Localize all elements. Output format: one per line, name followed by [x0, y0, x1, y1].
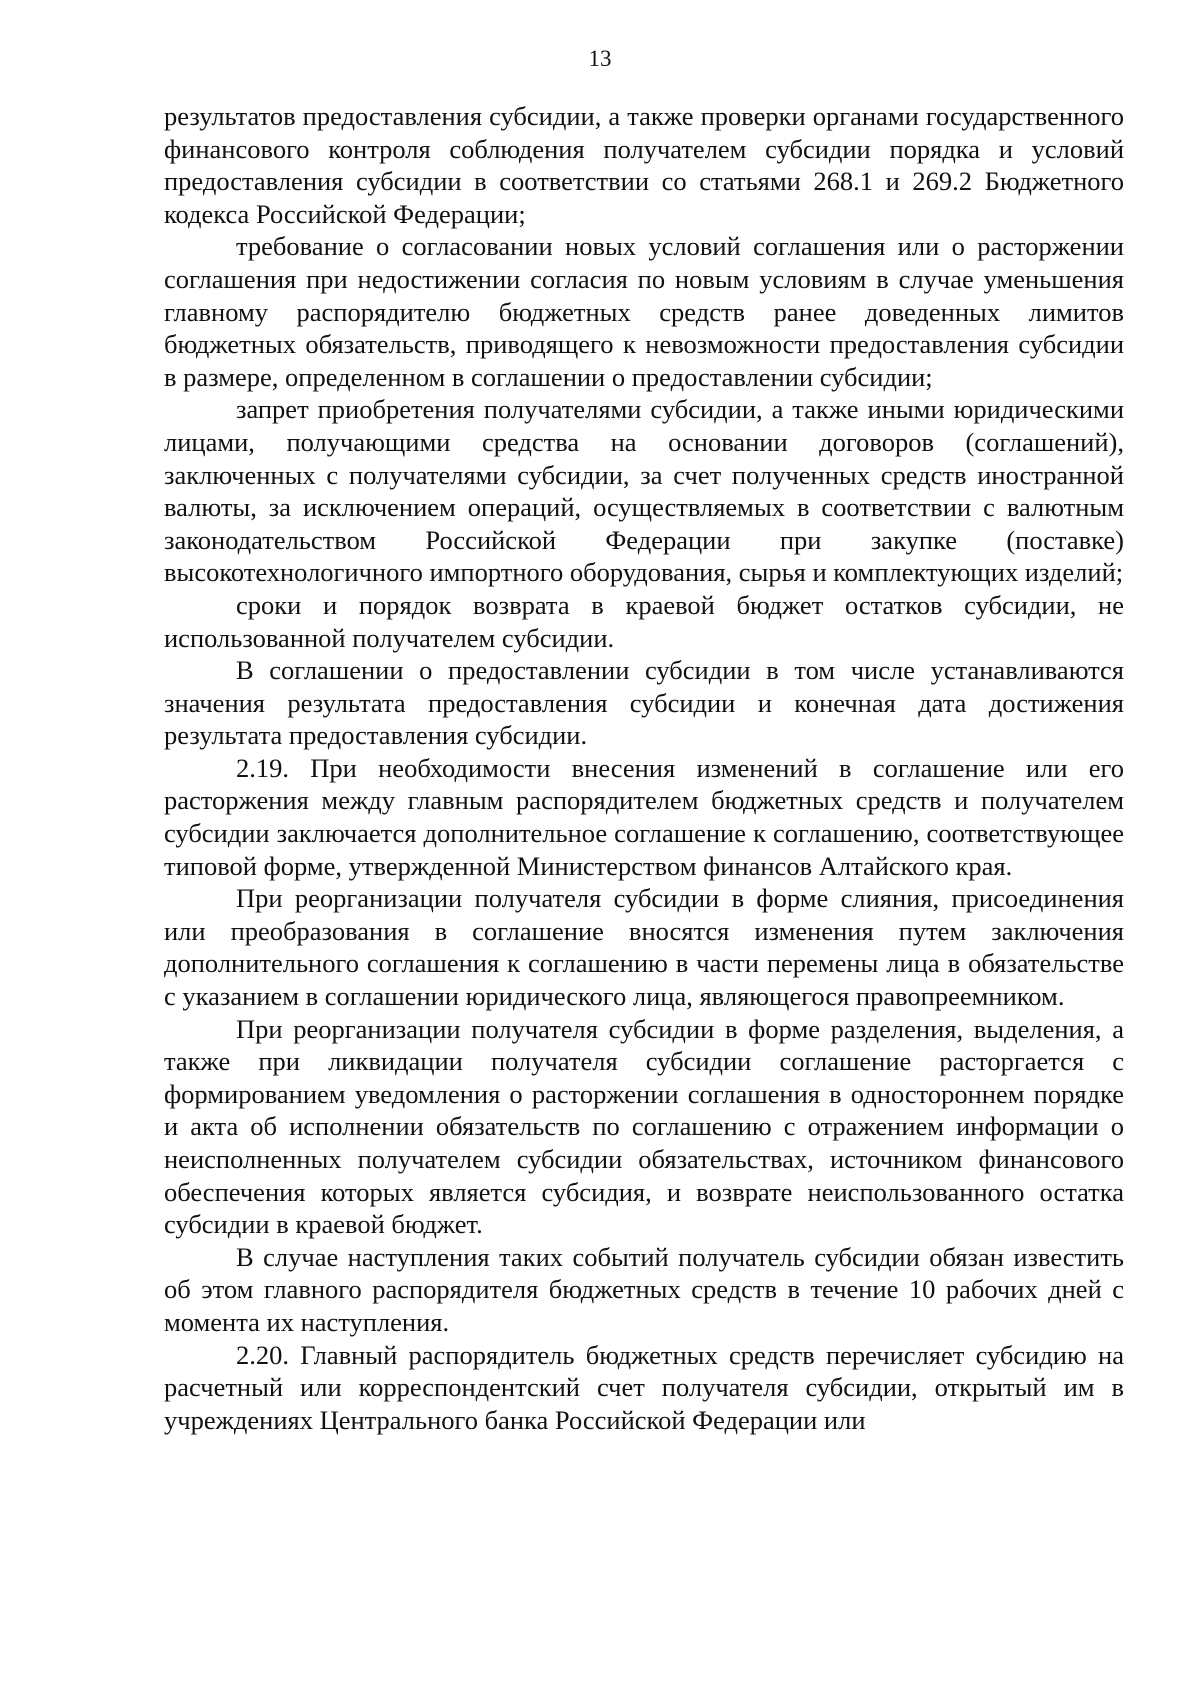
- paragraph-return-terms: сроки и порядок возврата в краевой бюджет остатков субсидии, не использованной получателем субсидии.: [164, 589, 1124, 653]
- document-body: [164, 100, 1124, 1436]
- paragraph-reorganization-division: При реорганизации получателя субсидии в форме разделения, выделения, а также при ликвидации получателя субсидии соглашение расторгается с формированием уведомления о расторжении соглашения в одностороннем порядке и акта об исполнении обязательств по соглашению с отражением информации о неисполненных получателем субсидии обязательствах, источником финансового обеспечения которых является субсидия, и возврате неиспользованного остатка субсидии в краевой бюджет.: [164, 1013, 1124, 1240]
- paragraph-reorganization-merger: При реорганизации получателя субсидии в форме слияния, присоединения или преобразования в соглашение вносятся изменения путем заключения дополнительного соглашения к соглашению в части перемены лица в обязательстве с указанием в соглашении юридического лица, являющегося правопреемником.: [164, 883, 1124, 1012]
- page-number: 13: [588, 46, 612, 71]
- paragraph-2-19-amendments: 2.19. При необходимости внесения изменений в соглашение или его расторжения между главным распорядителем бюджетных средств и получателем субсидии заключается дополнительное соглашение к соглашению, соответствующее типовой форме, утвержденной Министерством финансов Алтайского края.: [164, 752, 1124, 881]
- paragraph-2-20-transfer: 2.20. Главный распорядитель бюджетных средств перечисляет субсидию на расчетный или корреспондентский счет получателя субсидии, открытый им в учреждениях Центрального банка Российской Федерации или: [164, 1339, 1124, 1435]
- paragraph-agreement-termination-requirement: требование о согласовании новых условий соглашения или о расторжении соглашения при недостижении согласия по новым условиям в случае уменьшения главному распорядителю бюджетных средств ранее доведенных лимитов бюджетных обязательств, приводящего к невозможности предоставления субсидии в размере, определенном в соглашении о предоставлении субсидии;: [164, 231, 1124, 392]
- paragraph-result-values: В соглашении о предоставлении субсидии в том числе устанавливаются значения результата предоставления субсидии и конечная дата достижения результата предоставления субсидии.: [164, 655, 1124, 751]
- paragraph-notification-duty: В случае наступления таких событий получатель субсидии обязан известить об этом главного распорядителя бюджетных средств в течение 10 рабочих дней с момента их наступления.: [164, 1241, 1124, 1337]
- paragraph-continuation-results: результатов предоставления субсидии, а также проверки органами государственного финансового контроля соблюдения получателем субсидии порядка и условий предоставления субсидии в соответствии со статьями 268.1 и 269.2 Бюджетного кодекса Российской Федерации;: [164, 101, 1124, 229]
- paragraph-foreign-currency-ban: запрет приобретения получателями субсидии, а также иными юридическими лицами, получающими средства на основании договоров (соглашений), заключенных с получателями субсидии, за счет полученных средств иностранной валюты, за исключением операций, осуществляемых в соответствии с валютным законодательством Российской Федерации при закупке (поставке) высокотехнологичного импортного оборудования, сырья и комплектующих изделий;: [164, 394, 1124, 588]
